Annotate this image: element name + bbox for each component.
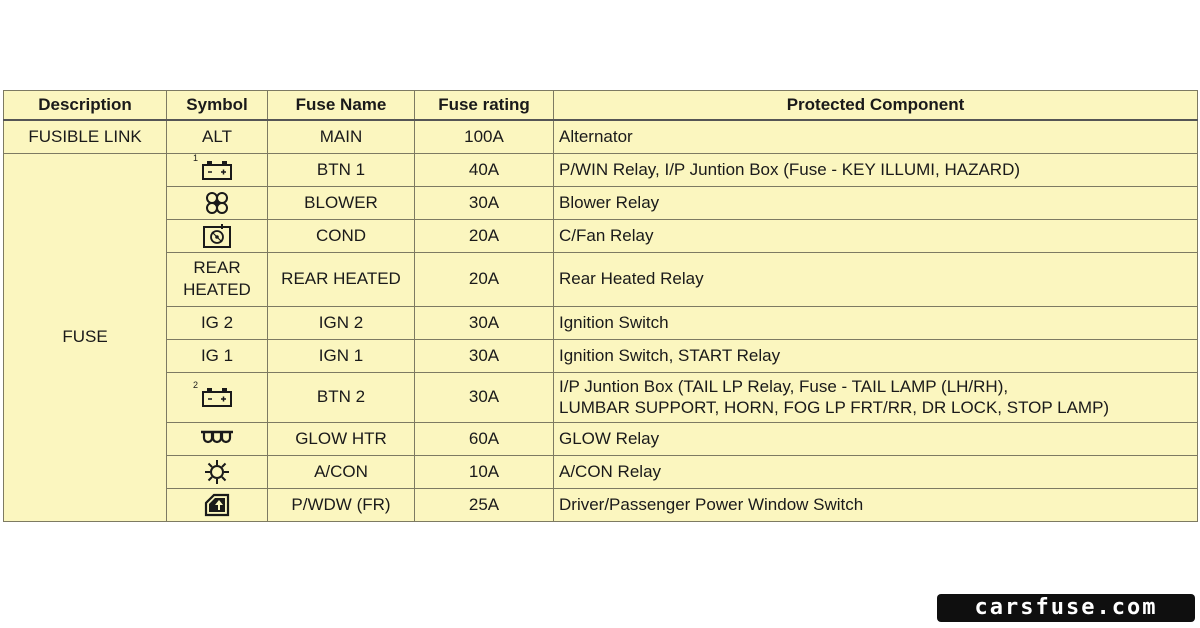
fuse-name-cell: IGN 2 [268,306,415,339]
description-cell: FUSE [4,153,167,521]
fuse-rating-cell: 20A [415,219,554,252]
table-header-row [4,91,1198,121]
fuse-name-cell: BLOWER [268,186,415,219]
symbol-superscript: 2 [193,380,199,390]
symbol-cell [167,219,268,252]
fuse-rating-cell: 10A [415,455,554,488]
table-row [4,306,1198,339]
glow-plug-icon [199,428,235,450]
table-row [4,488,1198,521]
protected-component-cell: Ignition Switch [554,306,1198,339]
fuse-table [3,90,1198,522]
header-symbol: Symbol [167,91,268,121]
fuse-name-cell: BTN 1 [268,153,415,186]
battery-icon [193,153,234,181]
header-fuse-name: Fuse Name [268,91,415,121]
fuse-rating-cell: 40A [415,153,554,186]
ac-snowflake-icon [204,459,230,485]
protected-component-cell: Driver/Passenger Power Window Switch [554,488,1198,521]
fuse-name-cell: COND [268,219,415,252]
protected-component-cell: A/CON Relay [554,455,1198,488]
symbol-cell [167,422,268,455]
site-watermark-logo: carsfuse.com [937,594,1195,622]
symbol-text: REAR HEATED [183,258,251,299]
protected-component-cell [554,372,1198,422]
protected-component-cell: Blower Relay [554,186,1198,219]
fuse-rating-cell: 30A [415,372,554,422]
header-protected-component: Protected Component [554,91,1198,121]
fuse-rating-cell: 30A [415,339,554,372]
fuse-rating-cell: 20A [415,252,554,306]
header-description: Description [4,91,167,121]
fuse-rating-cell: 100A [415,120,554,153]
component-line: LUMBAR SUPPORT, HORN, FOG LP FRT/RR, DR LOCK, STOP LAMP) [559,398,1110,417]
header-fuse-rating: Fuse rating [415,91,554,121]
protected-component-cell: Rear Heated Relay [554,252,1198,306]
table-row [4,186,1198,219]
condenser-fan-icon [202,223,232,249]
table-row [4,219,1198,252]
symbol-cell [167,488,268,521]
fuse-rating-cell: 60A [415,422,554,455]
table-row [4,153,1198,186]
power-window-icon [203,492,231,518]
protected-component-cell: Alternator [554,120,1198,153]
protected-component-cell: P/WIN Relay, I/P Juntion Box (Fuse - KEY ILLUMI, HAZARD) [554,153,1198,186]
fuse-name-cell: P/WDW (FR) [268,488,415,521]
fuse-name-cell: IGN 1 [268,339,415,372]
symbol-superscript: 1 [193,153,199,163]
fuse-name-cell: REAR HEATED [268,252,415,306]
symbol-cell [167,186,268,219]
protected-component-cell: GLOW Relay [554,422,1198,455]
table-row [4,252,1198,306]
symbol-cell [167,252,268,306]
fuse-name-cell: GLOW HTR [268,422,415,455]
symbol-cell [167,455,268,488]
description-cell: FUSIBLE LINK [4,120,167,153]
table-row [4,455,1198,488]
table-row [4,372,1198,422]
fuse-rating-cell: 30A [415,186,554,219]
symbol-cell: IG 1 [167,339,268,372]
table-row [4,422,1198,455]
battery-icon [193,380,234,408]
protected-component-cell: C/Fan Relay [554,219,1198,252]
table-row [4,339,1198,372]
symbol-cell [167,372,268,422]
table-row [4,120,1198,153]
symbol-cell: IG 2 [167,306,268,339]
symbol-cell [167,153,268,186]
fuse-name-cell: A/CON [268,455,415,488]
component-line: I/P Juntion Box (TAIL LP Relay, Fuse - TAIL LAMP (LH/RH), [559,377,1009,396]
protected-component-cell: Ignition Switch, START Relay [554,339,1198,372]
fuse-rating-cell: 25A [415,488,554,521]
fuse-name-cell: MAIN [268,120,415,153]
fuse-rating-cell: 30A [415,306,554,339]
fan-icon [203,191,231,215]
fuse-name-cell: BTN 2 [268,372,415,422]
symbol-cell: ALT [167,120,268,153]
